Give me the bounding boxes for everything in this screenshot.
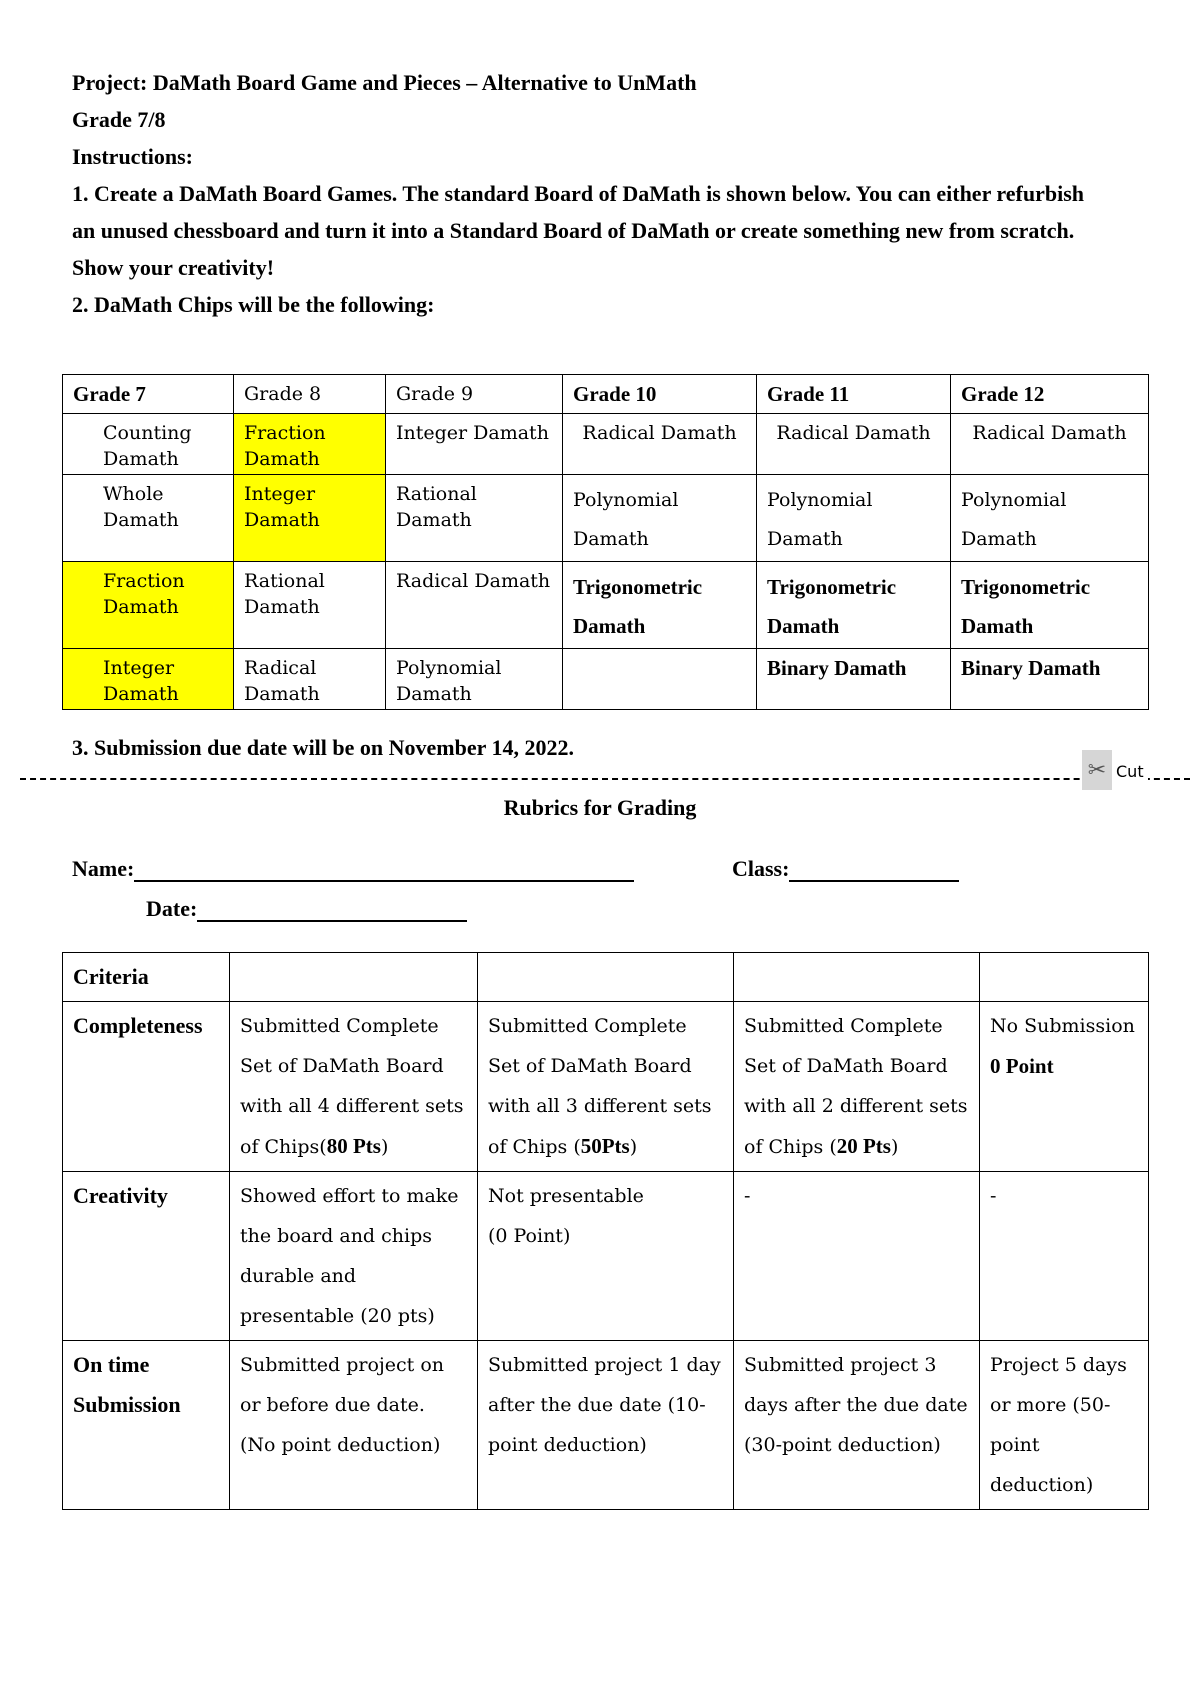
chip-cell: Rational Damath xyxy=(386,475,563,562)
rubric-cell xyxy=(478,1172,734,1341)
rubric-text: Showed effort to make xyxy=(240,1185,459,1207)
rubric-cell-empty xyxy=(734,953,980,1002)
project-title: Project: DaMath Board Game and Pieces – Alternative to UnMath xyxy=(72,70,697,95)
rubric-text: Submitted project 3 xyxy=(744,1354,937,1376)
chip-cell xyxy=(757,475,951,562)
rubric-text: Set of DaMath Board xyxy=(240,1055,444,1077)
chip-cell: Integer Damath xyxy=(386,414,563,475)
chip-text: Polynomial xyxy=(573,489,679,511)
instruction-1-line-1: 1. Create a DaMath Board Games. The standard Board of DaMath is shown below. You can either refurbish xyxy=(72,181,1085,206)
rubric-text: presentable (20 pts) xyxy=(240,1305,435,1327)
grade-label: Grade 7/8 xyxy=(72,107,166,132)
points-text: 0 Point xyxy=(990,1054,1054,1078)
rubric-text: ) xyxy=(380,1136,389,1158)
rubric-text: point deduction) xyxy=(488,1434,647,1456)
rubric-cell xyxy=(478,1341,734,1510)
criterion-label: Creativity xyxy=(63,1172,230,1341)
header-grade-9: Grade 9 xyxy=(386,375,563,414)
chip-cell: Radical Damath xyxy=(234,649,386,710)
chips-header-row xyxy=(63,375,1149,414)
rubric-row-completeness xyxy=(63,1002,1149,1172)
chip-cell: Radical Damath xyxy=(563,414,757,475)
chip-cell-highlighted: Integer Damath xyxy=(234,475,386,562)
rubric-text: or more (50- xyxy=(990,1394,1111,1416)
name-underline[interactable] xyxy=(134,858,634,882)
rubric-text: of Chips ( xyxy=(488,1136,581,1158)
chips-row-2 xyxy=(63,475,1149,562)
chip-cell: Radical Damath xyxy=(386,562,563,649)
cut-label: Cut xyxy=(1112,762,1148,781)
rubric-cell xyxy=(980,1341,1149,1510)
rubric-text: Submitted Complete xyxy=(744,1015,943,1037)
chip-text: Integer Damath xyxy=(103,655,223,707)
instruction-1-line-2: an unused chessboard and turn it into a Standard Board of DaMath or create something new from scratch. xyxy=(72,218,1075,243)
rubric-text: Set of DaMath Board xyxy=(488,1055,692,1077)
rubric-text: with all 4 different sets xyxy=(240,1095,464,1117)
chip-cell: Rational Damath xyxy=(234,562,386,649)
criteria-header: Criteria xyxy=(63,953,230,1002)
points-text: 50Pts xyxy=(580,1134,630,1158)
chip-cell-empty xyxy=(563,649,757,710)
rubric-row-ontime xyxy=(63,1341,1149,1510)
rubric-text: of Chips( xyxy=(240,1136,327,1158)
chip-text: Damath xyxy=(573,528,649,550)
chip-cell xyxy=(563,562,757,649)
rubric-text: deduction) xyxy=(990,1474,1094,1496)
rubric-text: Submitted project 1 day xyxy=(488,1354,721,1376)
chip-text: Damath xyxy=(961,614,1034,638)
instruction-3: 3. Submission due date will be on November 14, 2022. xyxy=(72,735,574,760)
rubric-text: ) xyxy=(629,1136,638,1158)
cut-line xyxy=(20,778,1190,780)
class-label: Class: xyxy=(732,856,790,881)
instruction-2: 2. DaMath Chips will be the following: xyxy=(72,292,435,317)
chip-cell: Binary Damath xyxy=(757,649,951,710)
rubric-text: or before due date. xyxy=(240,1394,425,1416)
rubric-text: (No point deduction) xyxy=(240,1434,441,1456)
chip-cell xyxy=(951,475,1149,562)
chip-text: Damath xyxy=(767,528,843,550)
rubric-text: of Chips ( xyxy=(744,1136,837,1158)
chip-text: Polynomial xyxy=(767,489,873,511)
criterion-label xyxy=(63,1341,230,1510)
date-underline[interactable] xyxy=(197,898,467,922)
chip-cell: Polynomial Damath xyxy=(386,649,563,710)
chip-cell: Radical Damath xyxy=(757,414,951,475)
rubric-cell-empty xyxy=(230,953,478,1002)
rubric-cell xyxy=(734,1002,980,1172)
chip-cell xyxy=(951,562,1149,649)
header-grade-11: Grade 11 xyxy=(757,375,951,414)
scissors-icon: ✂ xyxy=(1082,750,1112,790)
chip-text: Polynomial xyxy=(961,489,1067,511)
rubric-text: Project 5 days xyxy=(990,1354,1127,1376)
header-grade-8: Grade 8 xyxy=(234,375,386,414)
rubric-cell: - xyxy=(980,1172,1149,1341)
rubric-text: with all 3 different sets xyxy=(488,1095,712,1117)
chip-cell-highlighted: Fraction Damath xyxy=(234,414,386,475)
chip-cell: Binary Damath xyxy=(951,649,1149,710)
class-underline[interactable] xyxy=(789,858,959,882)
rubric-text: durable and xyxy=(240,1265,357,1287)
chip-cell: Radical Damath xyxy=(951,414,1149,475)
instruction-1-line-3: Show your creativity! xyxy=(72,255,275,280)
rubric-table xyxy=(62,952,1149,1510)
rubric-text: No Submission xyxy=(990,1015,1135,1037)
header-grade-12: Grade 12 xyxy=(951,375,1149,414)
criterion-text: Submission xyxy=(73,1392,181,1417)
name-field[interactable] xyxy=(72,856,634,882)
chip-text: Fraction Damath xyxy=(103,568,223,620)
chip-text: Trigonometric xyxy=(573,575,703,599)
rubric-text: Set of DaMath Board xyxy=(744,1055,948,1077)
chips-table xyxy=(62,374,1149,710)
rubric-row-creativity xyxy=(63,1172,1149,1341)
chip-text: Damath xyxy=(961,528,1037,550)
chip-cell xyxy=(563,475,757,562)
rubric-text: ) xyxy=(890,1136,899,1158)
chip-text: Damath xyxy=(767,614,840,638)
rubric-text: Not presentable xyxy=(488,1185,644,1207)
chips-row-4 xyxy=(63,649,1149,710)
date-field[interactable] xyxy=(146,896,467,922)
header-grade-10: Grade 10 xyxy=(563,375,757,414)
rubric-text: with all 2 different sets xyxy=(744,1095,968,1117)
rubric-text: Submitted Complete xyxy=(240,1015,439,1037)
class-field[interactable] xyxy=(732,856,959,882)
points-text: 80 Pts xyxy=(326,1134,381,1158)
rubric-cell-empty xyxy=(980,953,1149,1002)
chip-cell-highlighted xyxy=(63,562,234,649)
rubric-cell xyxy=(734,1341,980,1510)
rubric-cell xyxy=(230,1002,478,1172)
chip-text: Damath xyxy=(573,614,646,638)
criterion-text: On time xyxy=(73,1352,150,1377)
points-text: 20 Pts xyxy=(836,1134,891,1158)
rubric-cell xyxy=(230,1172,478,1341)
rubric-text: days after the due date xyxy=(744,1394,968,1416)
rubric-text: Submitted Complete xyxy=(488,1015,687,1037)
chip-cell-highlighted xyxy=(63,649,234,710)
chip-cell: Whole Damath xyxy=(63,475,234,562)
rubric-cell: - xyxy=(734,1172,980,1341)
criterion-label: Completeness xyxy=(63,1002,230,1172)
rubric-cell-empty xyxy=(478,953,734,1002)
chip-cell xyxy=(757,562,951,649)
rubric-title: Rubrics for Grading xyxy=(503,795,697,820)
rubric-cell xyxy=(230,1341,478,1510)
rubric-text: Submitted project on xyxy=(240,1354,445,1376)
rubric-cell xyxy=(980,1002,1149,1172)
chip-text: Trigonometric xyxy=(961,575,1091,599)
chip-cell: Counting Damath xyxy=(63,414,234,475)
chips-row-1 xyxy=(63,414,1149,475)
rubric-text: the board and chips xyxy=(240,1225,433,1247)
header-grade-7: Grade 7 xyxy=(63,375,234,414)
name-label: Name: xyxy=(72,856,135,881)
chips-row-3 xyxy=(63,562,1149,649)
chip-text: Trigonometric xyxy=(767,575,897,599)
rubric-text: point xyxy=(990,1434,1040,1456)
instructions-label: Instructions: xyxy=(72,144,194,169)
rubric-text: (30-point deduction) xyxy=(744,1434,941,1456)
rubric-text: (0 Point) xyxy=(488,1225,571,1247)
date-label: Date: xyxy=(146,896,198,921)
rubric-header-row xyxy=(63,953,1149,1002)
rubric-text: after the due date (10- xyxy=(488,1394,706,1416)
rubric-cell xyxy=(478,1002,734,1172)
